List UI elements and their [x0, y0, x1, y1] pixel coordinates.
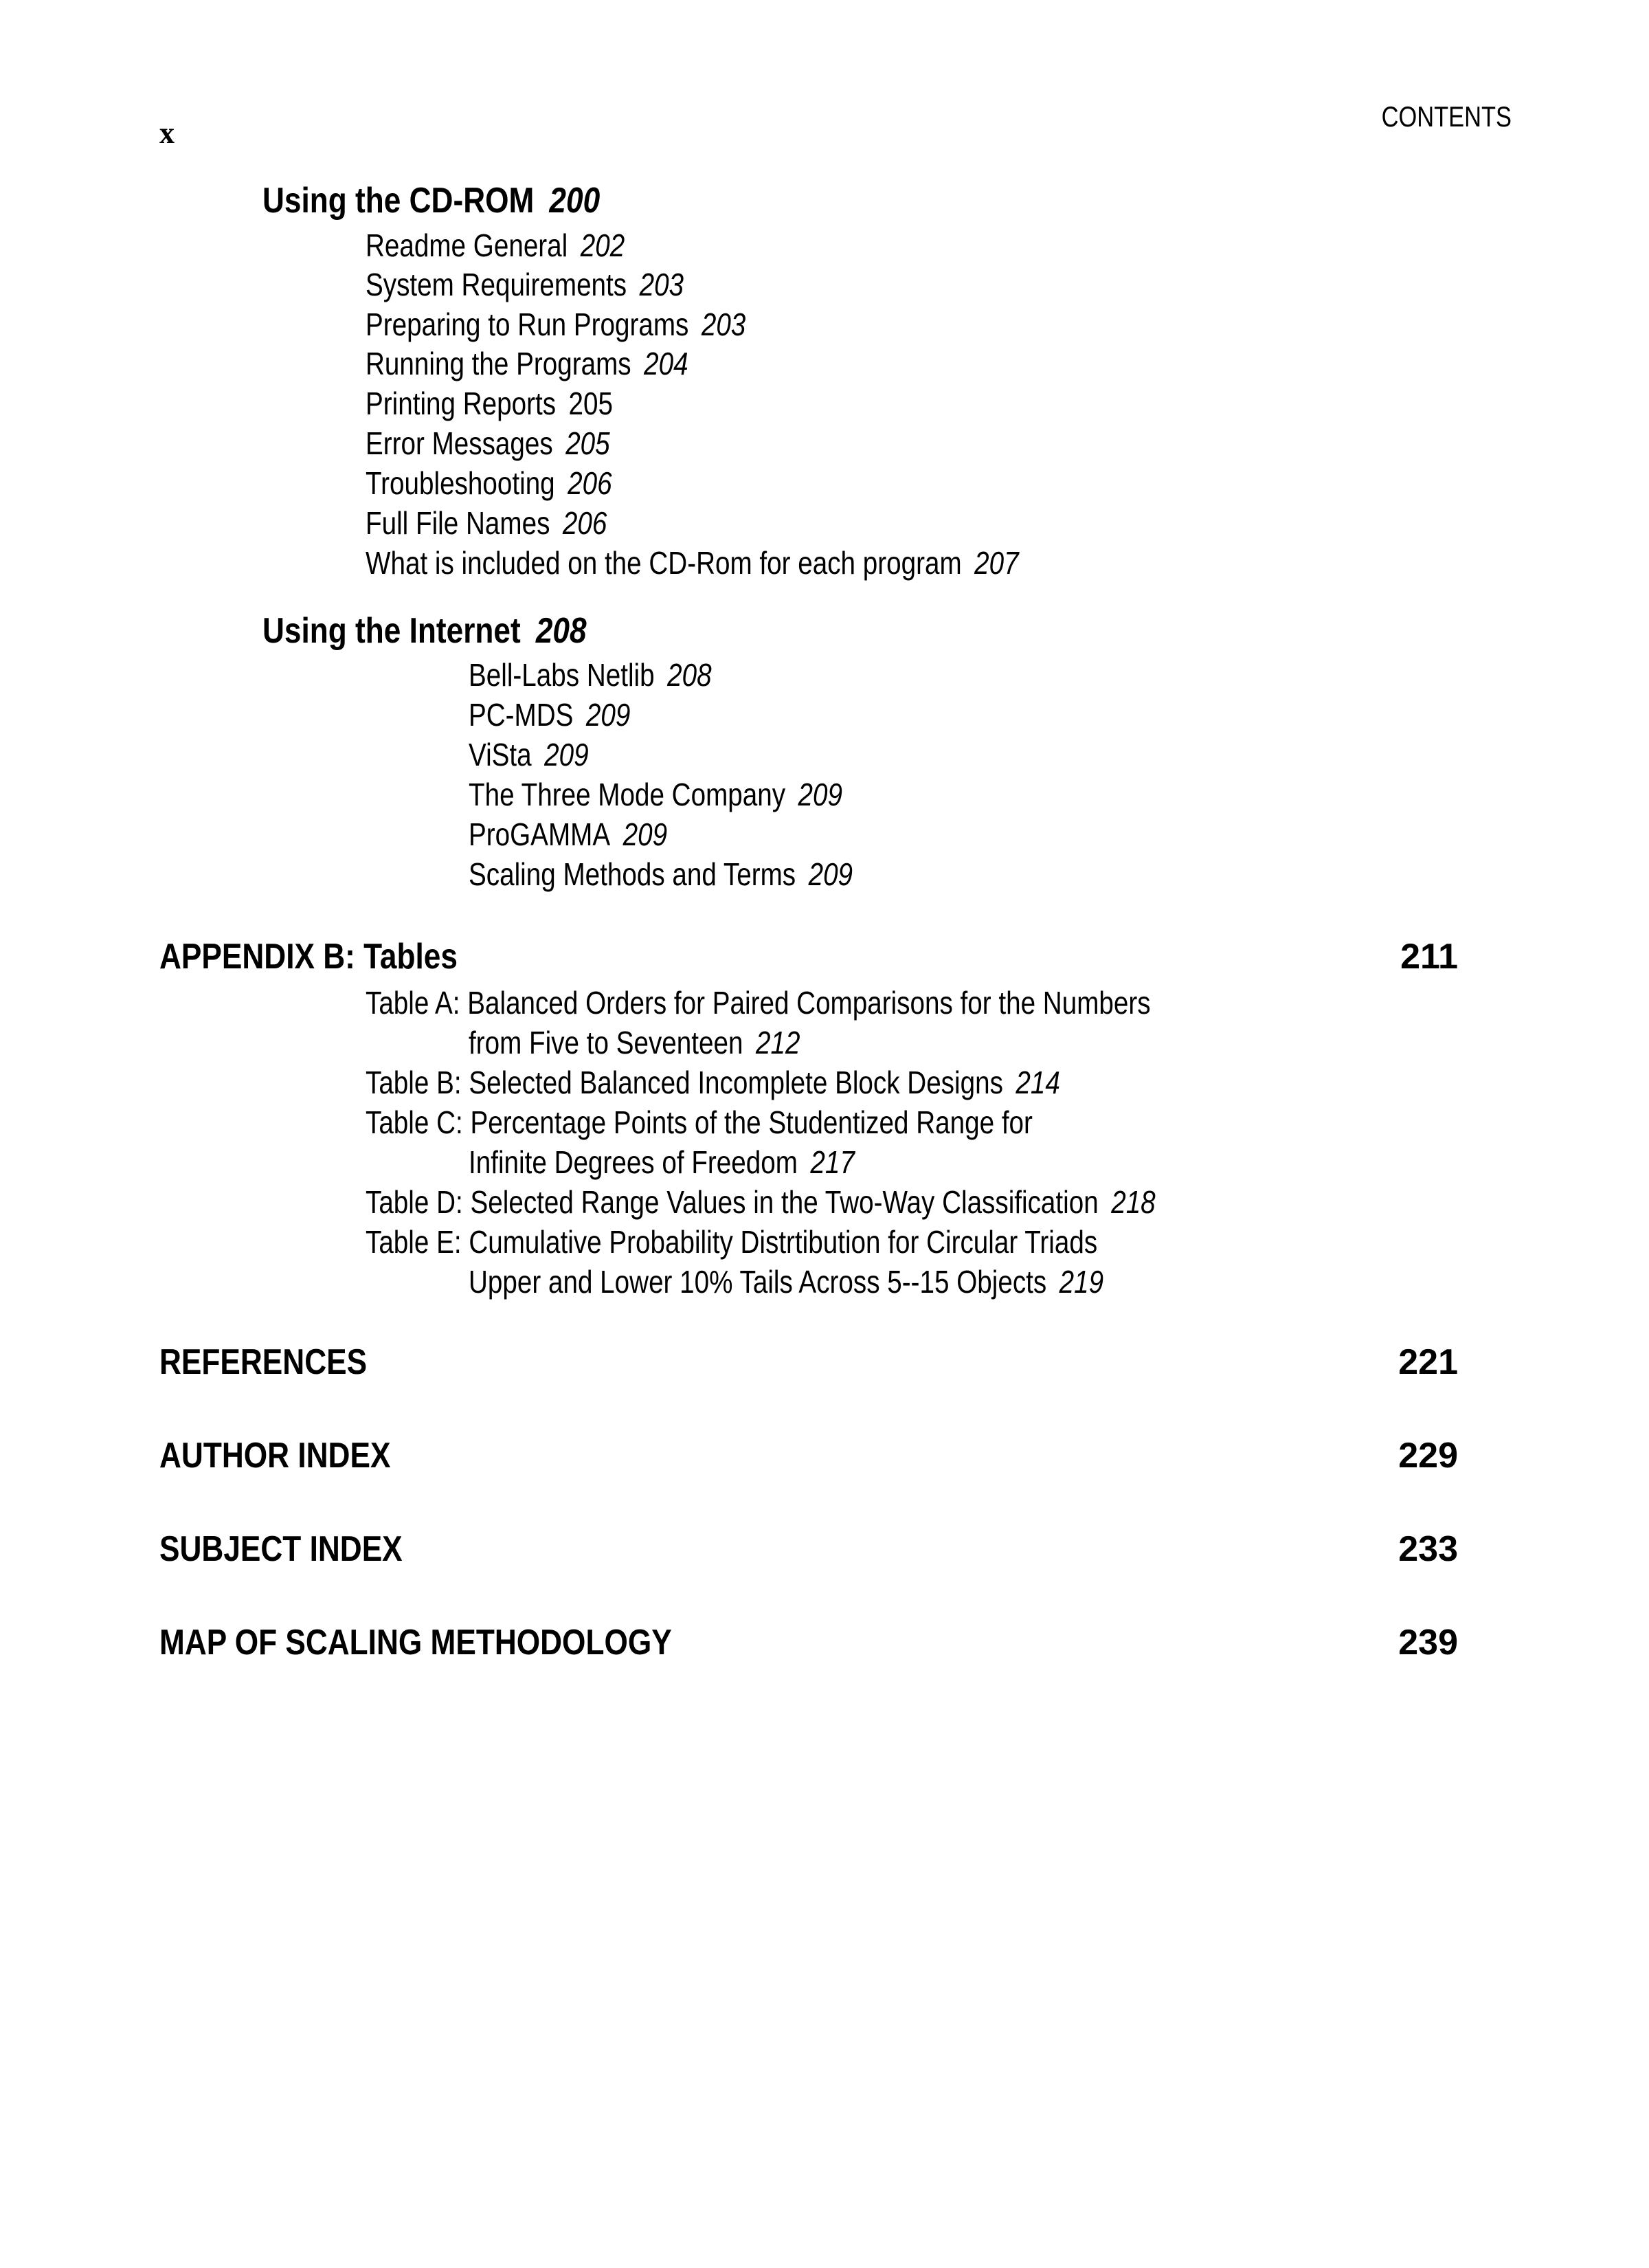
- entry-page: 218: [1111, 1184, 1156, 1220]
- toc-entry[interactable]: [366, 266, 684, 303]
- entry-label: Table C: Percentage Points of the Studentized Range for: [366, 1104, 1033, 1140]
- toc-entry[interactable]: [469, 776, 842, 813]
- toc-entry[interactable]: [469, 696, 630, 733]
- toc-entry[interactable]: [366, 425, 610, 462]
- toc-entry-continuation[interactable]: [469, 1024, 800, 1061]
- toc-entry[interactable]: [469, 856, 853, 893]
- entry-page: 207: [974, 545, 1019, 581]
- entry-page: 209: [798, 777, 843, 812]
- entry-page: 219: [1059, 1264, 1104, 1300]
- section-page: 208: [535, 611, 587, 651]
- entry-label: Troubleshooting: [366, 465, 555, 501]
- entry-page: 203: [639, 267, 684, 302]
- entry-label: Infinite Degrees of Freedom: [469, 1144, 798, 1180]
- entry-page: 206: [562, 505, 607, 541]
- toc-entry[interactable]: [366, 385, 613, 422]
- running-head: CONTENTS: [1381, 100, 1512, 133]
- toc-entry[interactable]: [469, 736, 589, 773]
- toc-major-page: 211: [1400, 937, 1458, 977]
- toc-entry[interactable]: [366, 1183, 1156, 1221]
- toc-entry[interactable]: [366, 1223, 1097, 1260]
- entry-page: 208: [667, 657, 712, 693]
- toc-entry-continuation[interactable]: [469, 1144, 855, 1181]
- entry-page: 212: [755, 1025, 800, 1060]
- toc-entry[interactable]: [469, 816, 667, 853]
- page-folio: x: [159, 116, 175, 150]
- entry-page: 217: [810, 1144, 855, 1180]
- entry-label: PC-MDS: [469, 697, 574, 733]
- entry-label: Table E: Cumulative Probability Distrtibution for Circular Triads: [366, 1224, 1098, 1260]
- entry-page: 205: [565, 425, 610, 461]
- toc-entry[interactable]: [366, 544, 1019, 581]
- entry-page: 203: [701, 307, 746, 342]
- entry-page: 204: [644, 346, 688, 381]
- entry-label: from Five to Seventeen: [469, 1025, 743, 1060]
- toc-entry[interactable]: [366, 306, 745, 343]
- toc-entry[interactable]: [366, 1104, 1033, 1141]
- toc-entry[interactable]: [366, 227, 625, 264]
- toc-entry[interactable]: [366, 984, 1151, 1021]
- entry-label: ViSta: [469, 737, 532, 772]
- entry-label: Preparing to Run Programs: [366, 307, 689, 342]
- entry-label: Running the Programs: [366, 346, 631, 381]
- entry-label: The Three Mode Company: [469, 777, 786, 812]
- entry-label: Full File Names: [366, 505, 550, 541]
- toc-entry[interactable]: [469, 656, 712, 693]
- entry-label: Scaling Methods and Terms: [469, 856, 796, 892]
- toc-entry[interactable]: [366, 465, 612, 502]
- toc-entry[interactable]: [366, 1064, 1060, 1101]
- entry-page: 202: [580, 227, 625, 263]
- entry-label: Printing Reports: [366, 386, 557, 421]
- toc-major-page: 221: [1398, 1342, 1458, 1382]
- entry-label: System Requirements: [366, 267, 627, 302]
- toc-major-page: 233: [1398, 1529, 1458, 1569]
- entry-label: What is included on the CD-Rom for each program: [366, 545, 962, 581]
- entry-page: 214: [1016, 1065, 1060, 1100]
- section-page: 200: [549, 181, 601, 221]
- entry-label: Table B: Selected Balanced Incomplete Block Designs: [366, 1065, 1003, 1100]
- entry-label: Error Messages: [366, 425, 553, 461]
- toc-major-references[interactable]: REFERENCES: [159, 1342, 368, 1382]
- toc-entry-continuation[interactable]: [469, 1263, 1103, 1300]
- toc-major-subject-index[interactable]: SUBJECT INDEX: [159, 1529, 403, 1569]
- entry-page: 209: [808, 856, 853, 892]
- section-heading-cdrom[interactable]: [262, 180, 600, 221]
- entry-page: 209: [622, 816, 668, 852]
- entry-label: Table D: Selected Range Values in the Two-Way Classification: [366, 1184, 1099, 1220]
- entry-page: 209: [544, 737, 589, 772]
- toc-major-page: 229: [1398, 1436, 1458, 1476]
- entry-label: ProGAMMA: [469, 816, 611, 852]
- toc-major-page: 239: [1398, 1623, 1458, 1663]
- toc-major-map-of-scaling-methodology[interactable]: MAP OF SCALING METHODOLOGY: [159, 1623, 672, 1663]
- toc-major-appendix-b[interactable]: APPENDIX B: Tables: [159, 937, 458, 977]
- section-heading-internet[interactable]: [262, 610, 587, 652]
- section-title: Using the Internet: [262, 611, 521, 651]
- entry-page: 205: [568, 386, 614, 421]
- toc-entry[interactable]: [366, 504, 607, 542]
- entry-label: Table A: Balanced Orders for Paired Comparisons for the Numbers: [366, 985, 1151, 1021]
- section-title: Using the CD-ROM: [262, 181, 535, 221]
- toc-major-author-index[interactable]: AUTHOR INDEX: [159, 1436, 391, 1476]
- entry-label: Upper and Lower 10% Tails Across 5--15 Objects: [469, 1264, 1047, 1300]
- entry-page: 209: [585, 697, 631, 733]
- toc-entry[interactable]: [366, 345, 688, 382]
- entry-label: Bell-Labs Netlib: [469, 657, 655, 693]
- entry-page: 206: [568, 465, 612, 501]
- entry-label: Readme General: [366, 227, 568, 263]
